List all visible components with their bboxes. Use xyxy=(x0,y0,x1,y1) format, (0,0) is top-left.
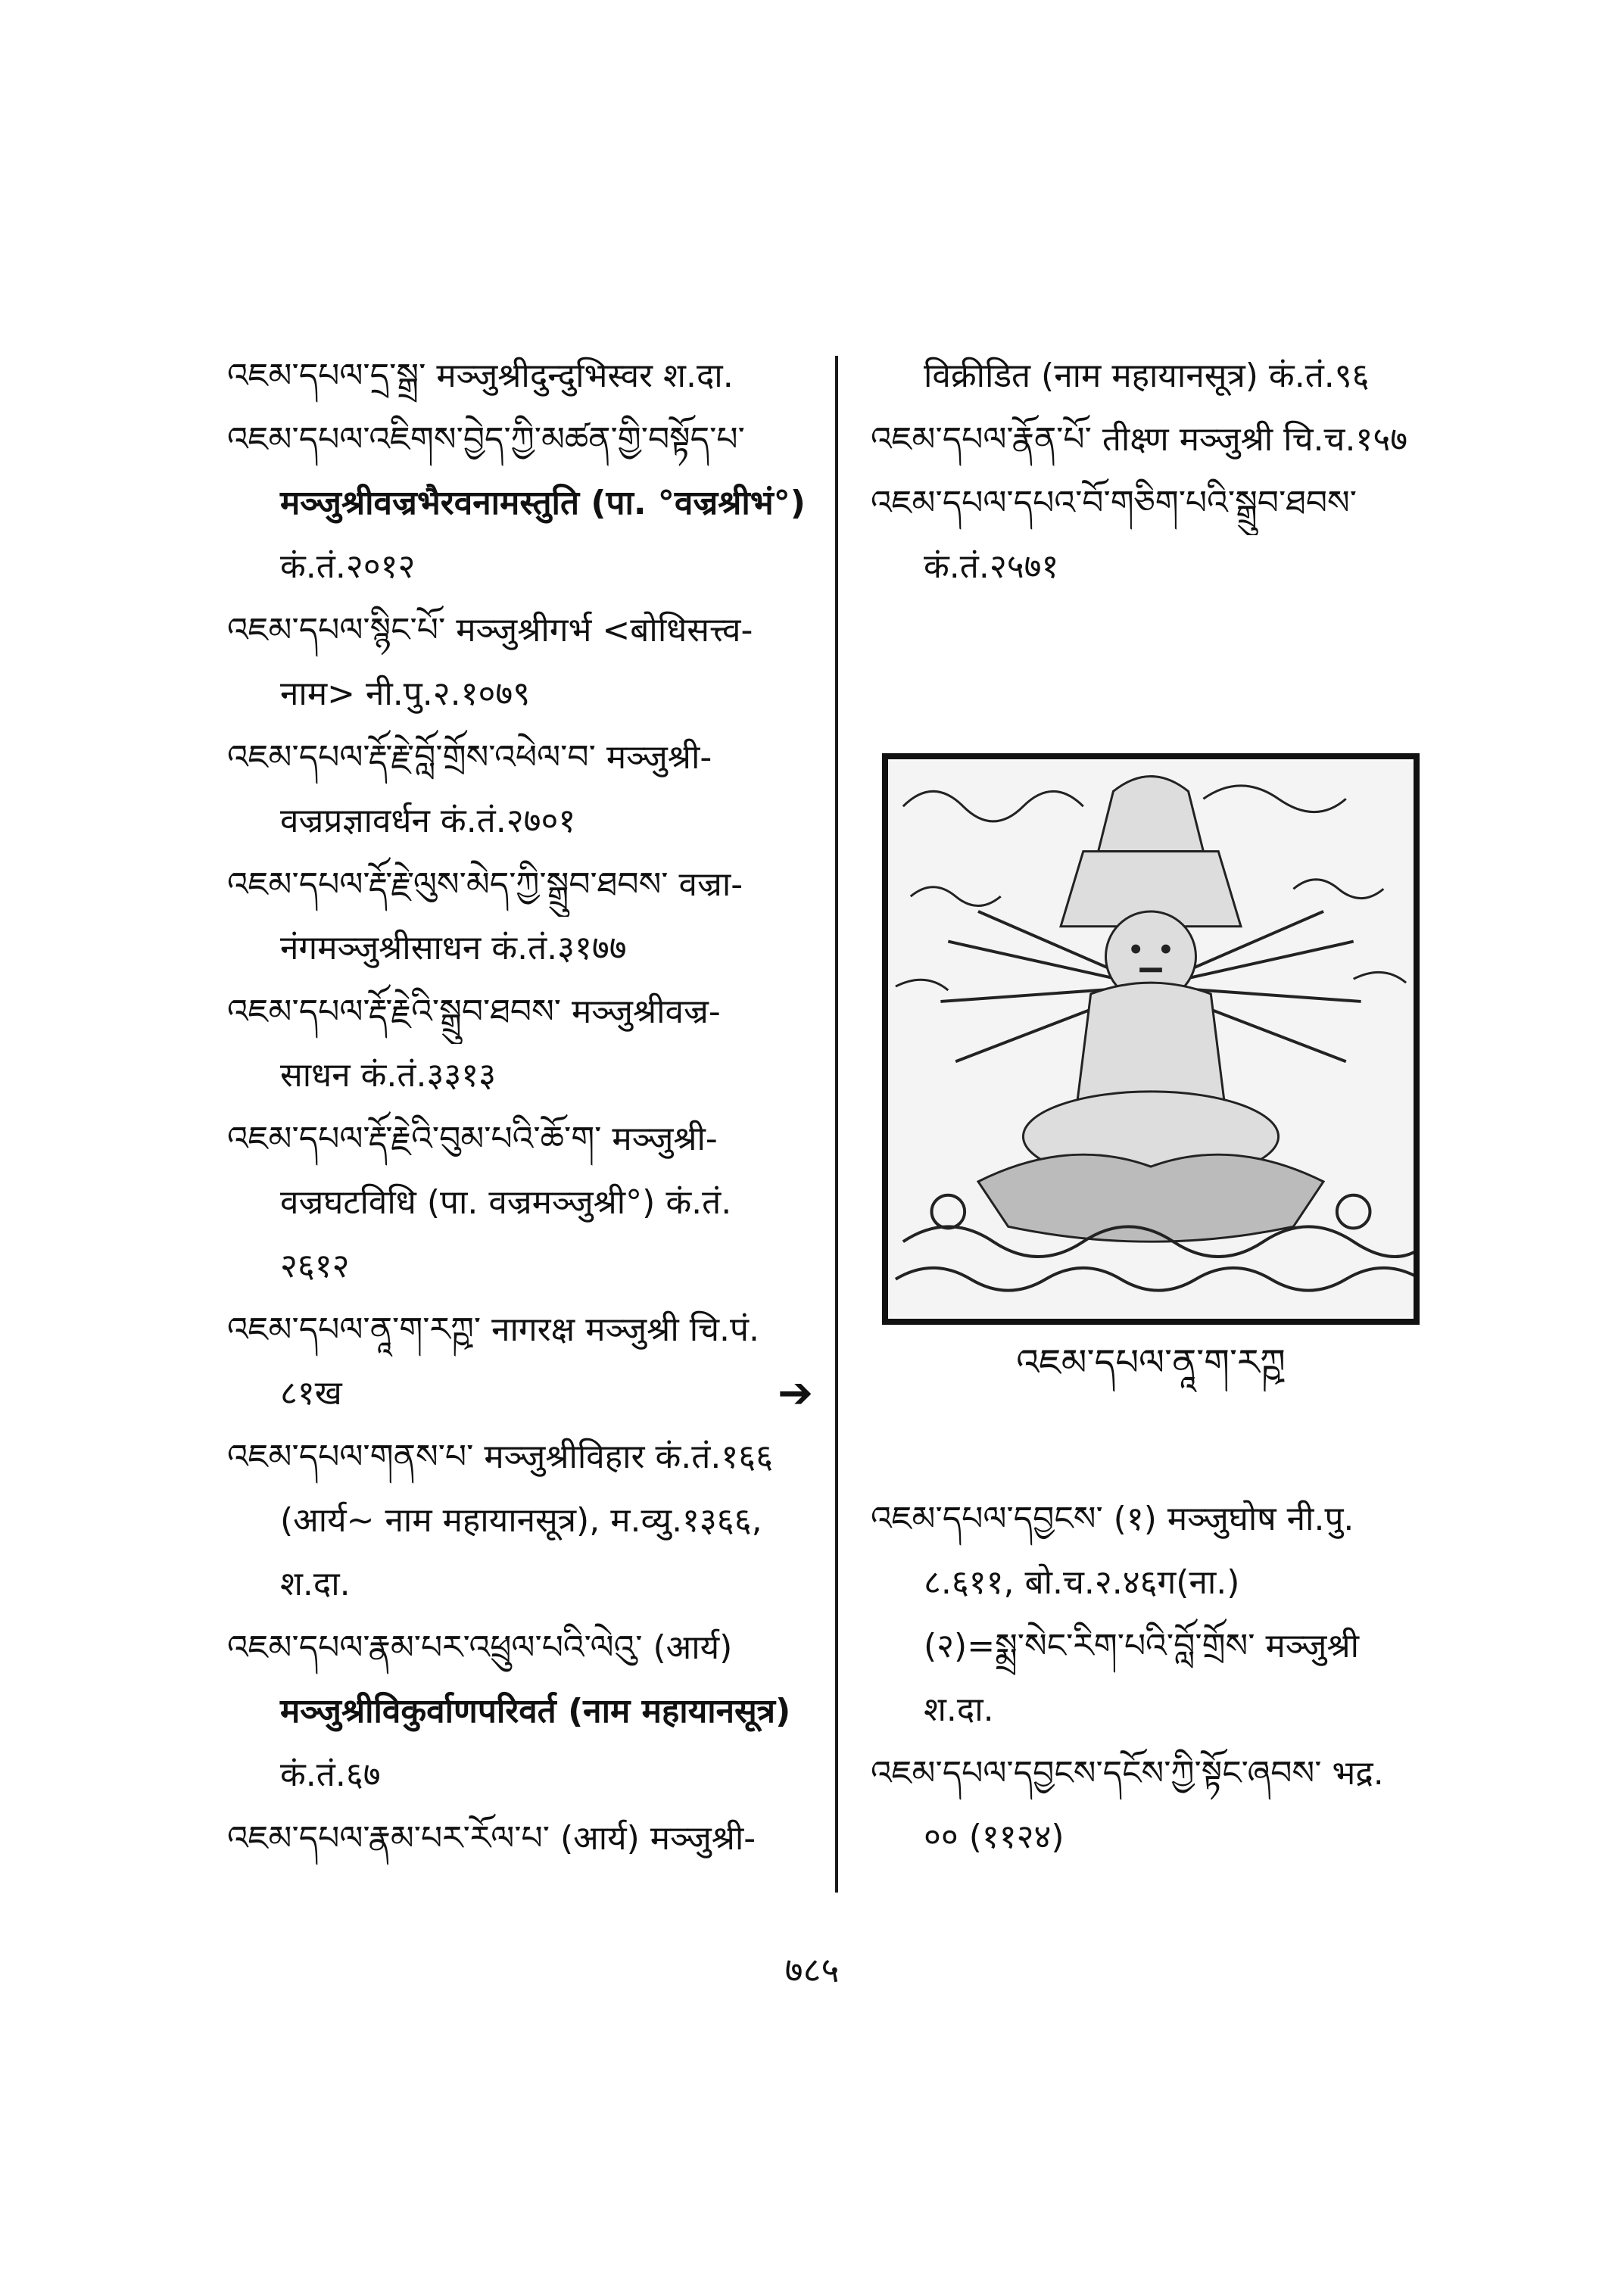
entry-line: (२)=སྨྲ་སེང་རིག་པའི་བློ་གྲོས་ मञ्जुश्री xyxy=(924,1627,1359,1665)
column-divider xyxy=(835,356,838,1893)
entry-line: འཇམ་དཔལ་རྡོ་རྗེ་ལུས་མེད་ཀྱི་སྒྲུབ་ཐབས་ वज्रा- xyxy=(227,865,743,904)
entry-line: नाम> नी.पु.२.१०७९ xyxy=(280,675,531,713)
entry-line: འཇམ་དཔལ་དབྱངས་དངོས་ཀྱི་སྟོང་ཞབས་ भद्र. xyxy=(871,1754,1384,1793)
entry-line: འཇམ་དཔལ་དབྱངས་ (१) मञ्जुघोष नी.पु. xyxy=(871,1500,1354,1538)
entry-line: श.दा. xyxy=(280,1565,351,1603)
entry xyxy=(227,344,818,408)
entry xyxy=(227,599,818,726)
entry-line: འཇམ་དཔལ་དཔའ་བོ་གཅིག་པའི་སྒྲུབ་ཐབས་ xyxy=(871,484,1357,522)
entry xyxy=(227,1616,818,1807)
entry-line: श.दा. xyxy=(924,1690,994,1729)
entry-line: འཇམ་དཔལ་ནཱ་ག་རཀྵ་ नागरक्ष मञ्जुश्री चि.पं. xyxy=(227,1310,760,1349)
entry-line: འཇམ་དཔལ་གནས་པ་ मञ्जुश्रीविहार कं.तं.१६६ xyxy=(227,1438,773,1476)
entry xyxy=(227,1298,818,1425)
manjushri-figure-image xyxy=(888,759,1414,1319)
deity-woodcut-illustration xyxy=(882,753,1420,1325)
page-number: ७८५ xyxy=(784,1949,840,1990)
continue-arrow-icon: ➔ xyxy=(778,1369,813,1418)
entry xyxy=(227,1108,818,1298)
entry-line: वज्रप्रज्ञावर्धन कं.तं.२७०१ xyxy=(280,802,576,840)
entry xyxy=(227,1807,818,1871)
entry-line: २६१२ xyxy=(280,1247,350,1285)
entry-line: वज्रघटविधि (पा. वज्रमञ्जुश्री°) कं.तं. xyxy=(280,1183,732,1222)
entry xyxy=(871,344,1476,408)
entry-line: འཇམ་དཔལ་རྡོ་རྗེའི་སྒྲུབ་ཐབས་ मञ्जुश्रीवज्र- xyxy=(227,992,721,1031)
entry-line: འཇམ་དཔལ་སྙིང་པོ་ मञ्जुश्रीगर्भ <बोधिसत्त्व- xyxy=(227,611,753,650)
entry xyxy=(871,1742,1476,1869)
right-column-lower xyxy=(871,1488,1476,1869)
entry-line-text: ८१ख xyxy=(280,1374,342,1413)
entry-line xyxy=(227,1362,818,1425)
entry-line: नंगमञ्जुश्रीसाधन कं.तं.३१७७ xyxy=(280,929,627,967)
entry-line: འཇམ་དཔལ་རྣམ་པར་འཕྲུལ་པའི་ལེའུ་ (आर्य) xyxy=(227,1628,733,1667)
entry xyxy=(227,1425,818,1616)
entry-line: कं.तं.६७ xyxy=(280,1756,381,1794)
entry xyxy=(871,408,1476,472)
entry-line: ०० (११२४) xyxy=(924,1818,1064,1856)
entry xyxy=(871,1488,1476,1742)
entry-line: कं.तं.२५७१ xyxy=(924,547,1059,586)
figure-caption: འཇམ་དཔལ་ནཱ་ག་རཀྵ xyxy=(1016,1341,1286,1384)
entry-line: कं.तं.२०१२ xyxy=(280,547,416,586)
entry-line: འཇམ་དཔལ་རྡོ་རྗེ་བློ་གྲོས་འཕེལ་བ་ मञ्जुश्री- xyxy=(227,738,712,777)
entry xyxy=(227,980,818,1108)
entry-line: साधन कं.तं.३३१३ xyxy=(280,1056,496,1095)
entry-line: འཇམ་དཔལ་དྲ་སྒྲ་ मञ्जुश्रीदुन्दुभिस्वर श.दा. xyxy=(227,357,734,395)
entry-line: འཇམ་དཔལ་རྣམ་པར་རོལ་པ་ (आर्य) मञ्जुश्री- xyxy=(227,1819,756,1858)
right-column xyxy=(871,344,1476,599)
entry-line: (आर्य~ नाम महायानसूत्र), म.व्यु.१३६६, xyxy=(280,1501,762,1540)
entry-line: ८.६११, बो.च.२.४६ग(ना.) xyxy=(924,1563,1240,1602)
entry-line: मञ्जुश्रीविकुर्वाणपरिवर्त (नाम महायानसूत्र) xyxy=(280,1692,791,1731)
entry xyxy=(227,408,818,599)
entry xyxy=(871,472,1476,599)
left-column xyxy=(227,344,818,1871)
entry-line: འཇམ་དཔལ་འཇིགས་བྱེད་ཀྱི་མཚན་གྱི་བསྟོད་པ་ xyxy=(227,420,745,459)
entry-line: འཇམ་དཔལ་རྡོ་རྗེའི་བུམ་པའི་ཆོ་ག་ मञ्जुश्री- xyxy=(227,1120,718,1158)
entry xyxy=(227,853,818,980)
entry-line: मञ्जुश्रीवज्रभैरवनामस्तुति (पा. °वज्रश्रीभं°) xyxy=(280,484,806,522)
entry-line: विक्रीडित (नाम महायानसूत्र) कं.तं.९६ xyxy=(924,357,1370,395)
entry xyxy=(227,726,818,853)
entry-line: འཇམ་དཔལ་རྣོན་པོ་ तीक्ष्ण मञ्जुश्री चि.च.१५७ xyxy=(871,420,1408,459)
